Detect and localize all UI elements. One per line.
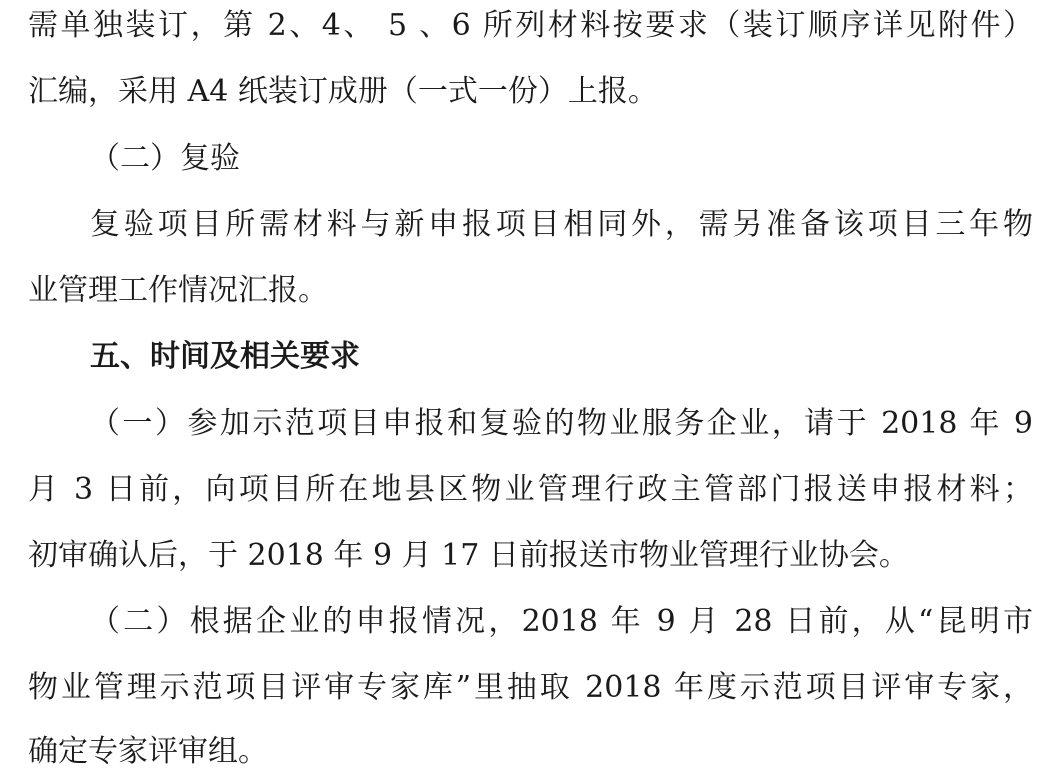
body-text-line: 物业管理示范项目评审专家库”里抽取 2018 年度示范项目评审专家， [28, 670, 1033, 705]
body-text-line: （一）参加示范项目申报和复验的物业服务企业，请于 2018 年 9 [90, 406, 1033, 441]
body-text-line: （二）根据企业的申报情况，2018 年 9 月 28 日前，从“昆明市 [90, 604, 1033, 639]
body-text-line: 初审确认后，于 2018 年 9 月 17 日前报送市物业管理行业协会。 [28, 538, 909, 573]
body-text-line: 复验项目所需材料与新申报项目相同外，需另准备该项目三年物 [90, 207, 1033, 242]
body-text-line: 确定专家评审组。 [28, 734, 268, 769]
body-text-line: 月 3 日前，向项目所在地县区物业管理行政主管部门报送申报材料； [28, 472, 1033, 507]
body-text-line: 需单独装订，第 2、4、 5 、6 所列材料按要求（装订顺序详见附件） [28, 8, 1033, 43]
body-text-line: 汇编，采用 A4 纸装订成册（一式一份）上报。 [28, 74, 658, 109]
subsection-heading: （二）复验 [90, 141, 240, 176]
section-heading: 五、时间及相关要求 [90, 339, 360, 374]
body-text-line: 业管理工作情况汇报。 [28, 273, 328, 308]
